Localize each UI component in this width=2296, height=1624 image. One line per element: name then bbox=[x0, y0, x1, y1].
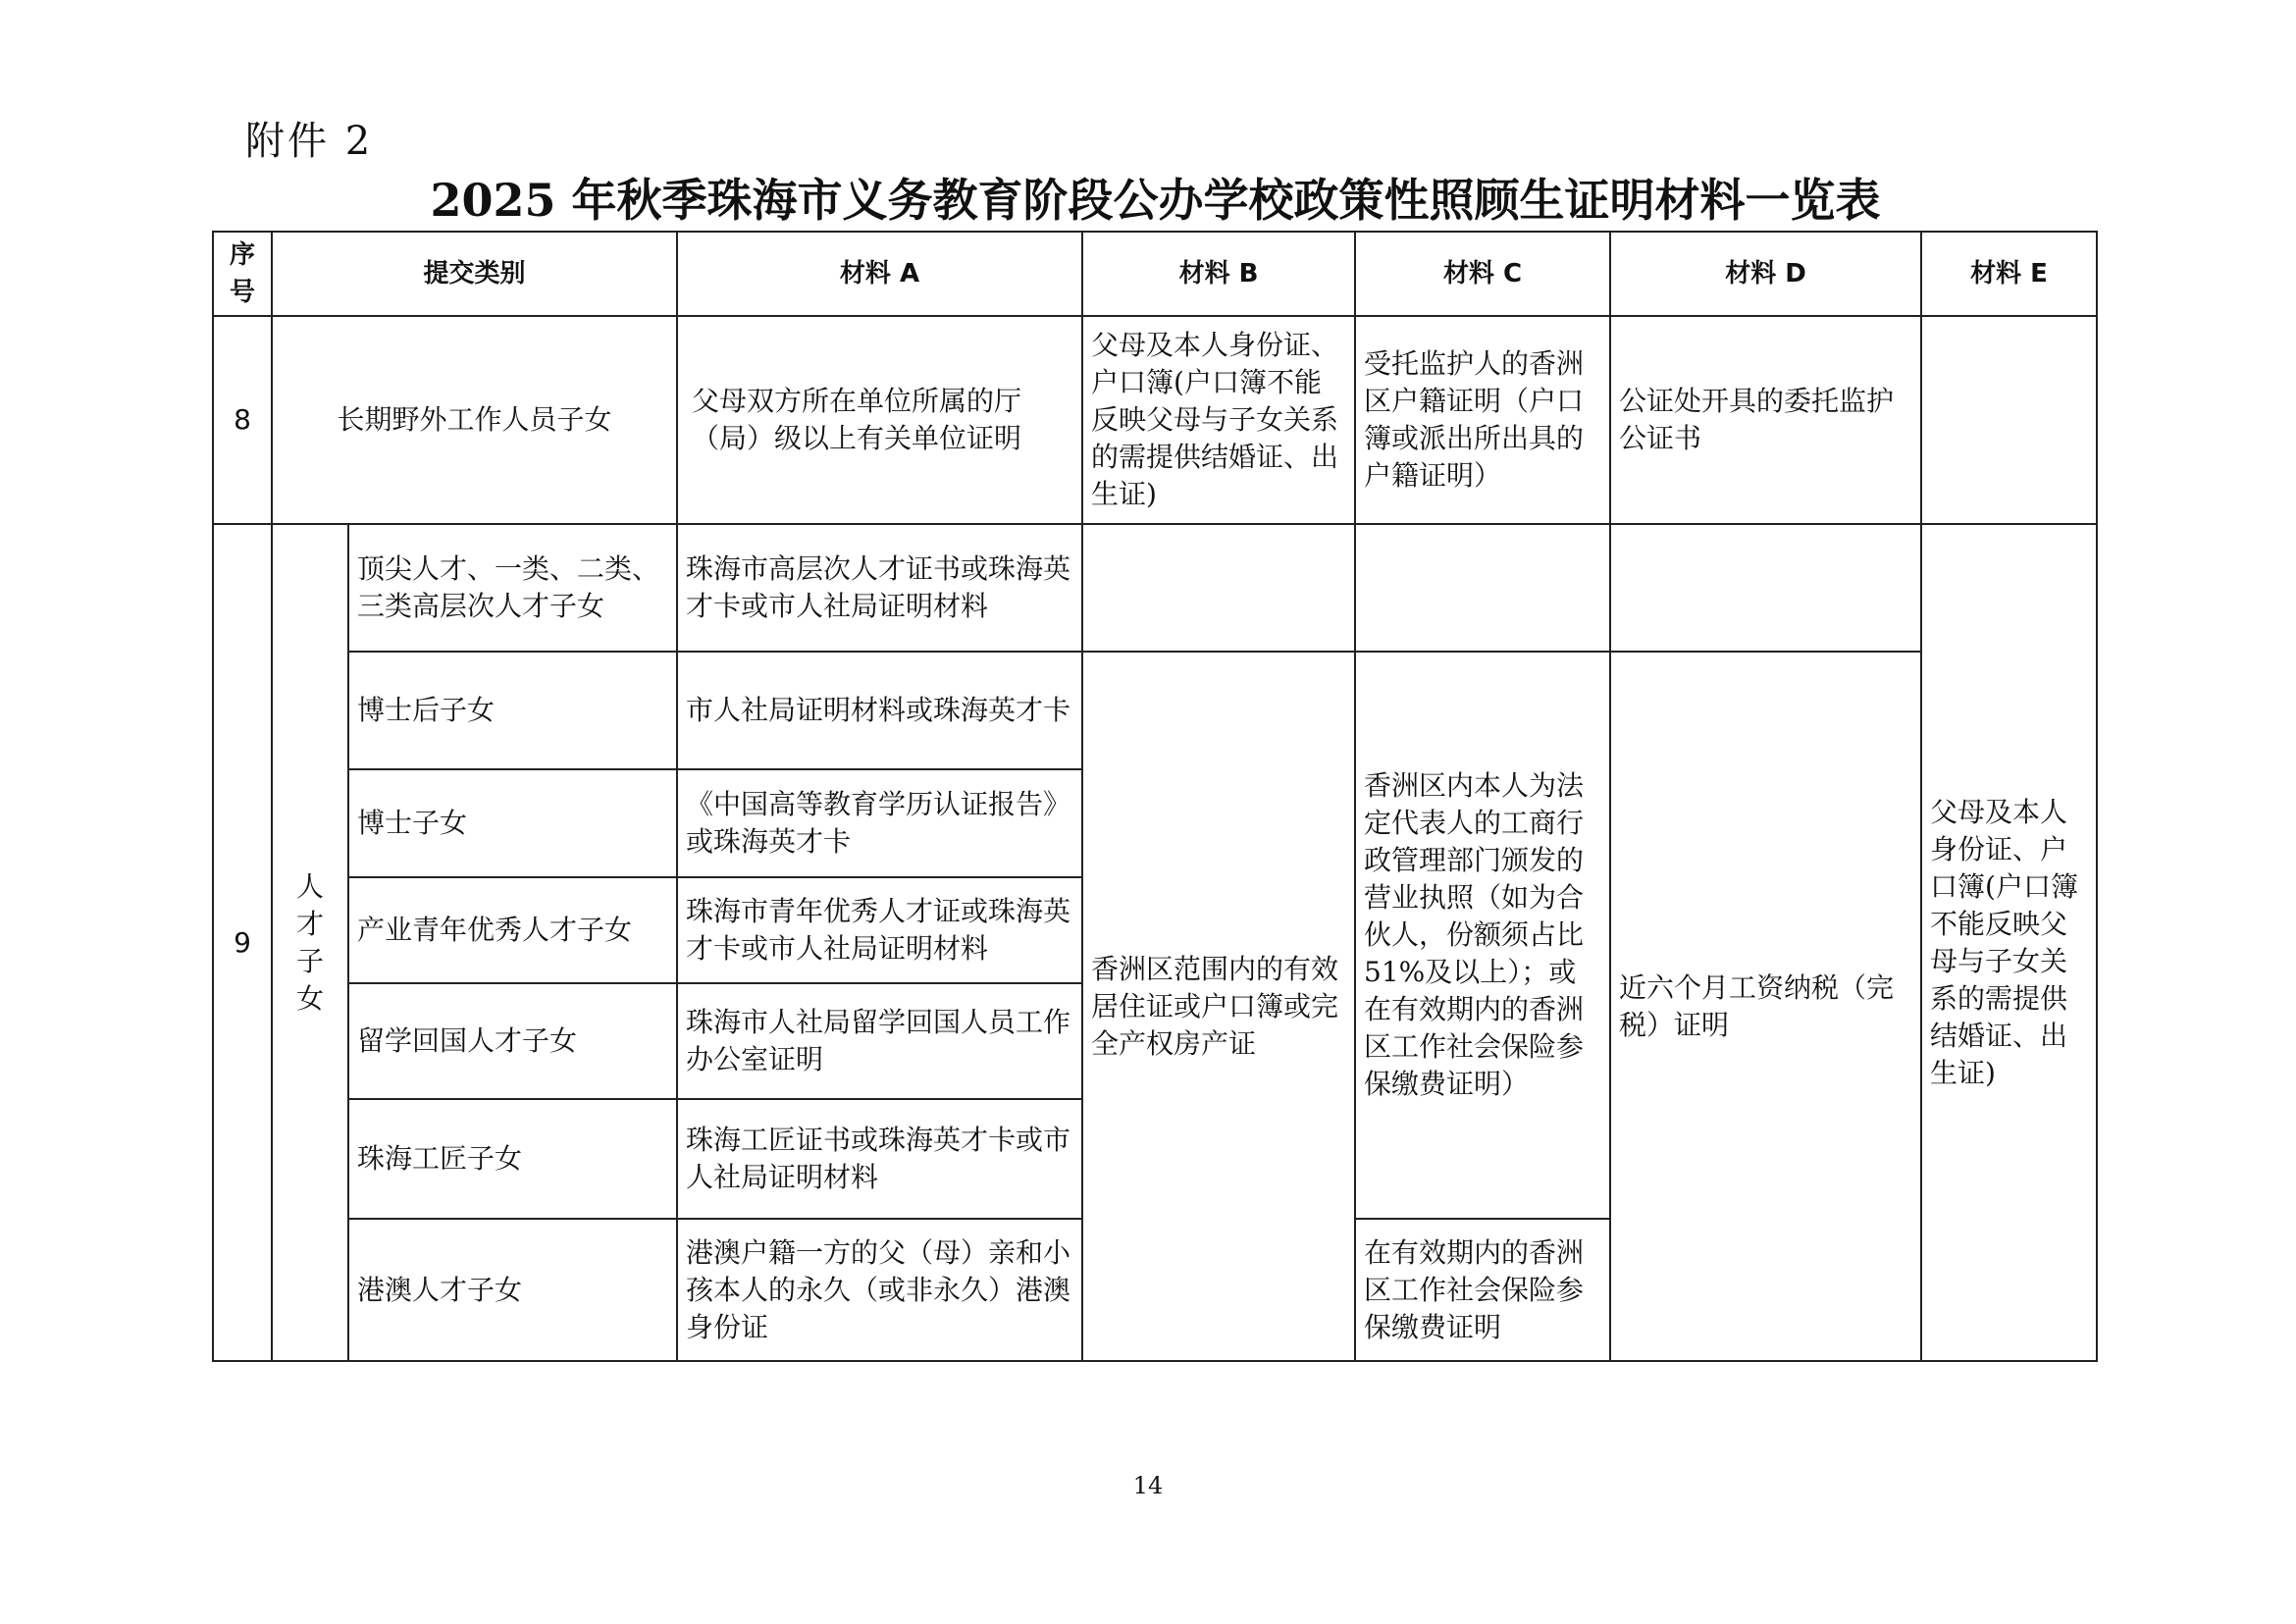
material-a-cell: 珠海工匠证书或珠海英才卡或市人社局证明材料 bbox=[677, 1099, 1082, 1219]
header-row bbox=[213, 232, 2097, 316]
sub-category: 留学回国人才子女 bbox=[348, 983, 677, 1099]
material-b-cell: 香洲区范围内的有效居住证或户口簿或完全产权房产证 bbox=[1082, 652, 1355, 1361]
header-material-d: 材料 D bbox=[1610, 232, 1921, 316]
material-c-cell: 在有效期内的香洲区工作社会保险参保缴费证明 bbox=[1355, 1219, 1610, 1361]
material-a-cell: 珠海市青年优秀人才证或珠海英才卡或市人社局证明材料 bbox=[677, 877, 1082, 983]
page-title: 2025 年秋季珠海市义务教育阶段公办学校政策性照顾生证明材料一览表 bbox=[430, 174, 1881, 227]
table-row bbox=[213, 652, 2097, 769]
header-category: 提交类别 bbox=[272, 232, 677, 316]
group-label bbox=[272, 524, 348, 1361]
material-e-cell: 父母及本人身份证、户口簿(户口簿不能反映父母与子女关系的需提供结婚证、出生证) bbox=[1921, 524, 2097, 1361]
material-e-cell bbox=[1921, 316, 2097, 524]
table-row bbox=[213, 316, 2097, 524]
material-a-cell: 父母双方所在单位所属的厅（局）级以上有关单位证明 bbox=[677, 316, 1082, 524]
sub-category: 博士子女 bbox=[348, 769, 677, 877]
sub-category: 产业青年优秀人才子女 bbox=[348, 877, 677, 983]
sub-category: 珠海工匠子女 bbox=[348, 1099, 677, 1219]
row-number: 9 bbox=[213, 524, 272, 1361]
material-b-empty bbox=[1082, 524, 1355, 652]
group-label-char: 子 bbox=[295, 944, 324, 977]
material-c-cell: 受托监护人的香洲区户籍证明（户口簿或派出所出具的户籍证明） bbox=[1355, 316, 1610, 524]
page-number: 14 bbox=[1132, 1472, 1164, 1499]
material-a-cell: 珠海市人社局留学回国人员工作办公室证明 bbox=[677, 983, 1082, 1099]
material-d-cell: 近六个月工资纳税（完税）证明 bbox=[1610, 652, 1921, 1361]
material-d-cell: 公证处开具的委托监护公证书 bbox=[1610, 316, 1921, 524]
row-number: 8 bbox=[213, 316, 272, 524]
material-b-cell: 父母及本人身份证、户口簿(户口簿不能反映父母与子女关系的需提供结婚证、出生证) bbox=[1082, 316, 1355, 524]
material-c-empty bbox=[1355, 524, 1610, 652]
materials-table bbox=[212, 231, 2098, 1362]
group-label-char: 才 bbox=[295, 907, 324, 940]
group-label-char: 人 bbox=[295, 869, 324, 903]
header-material-c: 材料 C bbox=[1355, 232, 1610, 316]
sub-category: 博士后子女 bbox=[348, 652, 677, 769]
header-num: 序号 bbox=[213, 232, 272, 316]
table-row bbox=[213, 524, 2097, 652]
group-label-char: 女 bbox=[295, 981, 324, 1015]
material-c-cell: 香洲区内本人为法定代表人的工商行政管理部门颁发的营业执照（如为合伙人，份额须占比 51%及以上）；或在有效期内的香洲区工作社会保险参保缴费证明） bbox=[1355, 652, 1610, 1219]
material-a-cell: 港澳户籍一方的父（母）亲和小孩本人的永久（或非永久）港澳身份证 bbox=[677, 1219, 1082, 1361]
material-a-cell: 《中国高等教育学历认证报告》或珠海英才卡 bbox=[677, 769, 1082, 877]
attachment-label: 附件 2 bbox=[245, 119, 374, 164]
header-material-a: 材料 A bbox=[677, 232, 1082, 316]
material-a-cell: 市人社局证明材料或珠海英才卡 bbox=[677, 652, 1082, 769]
material-a-cell: 珠海市高层次人才证书或珠海英才卡或市人社局证明材料 bbox=[677, 524, 1082, 652]
sub-category: 港澳人才子女 bbox=[348, 1219, 677, 1361]
header-material-e: 材料 E bbox=[1921, 232, 2097, 316]
material-d-empty bbox=[1610, 524, 1921, 652]
row-category: 长期野外工作人员子女 bbox=[272, 316, 677, 524]
header-material-b: 材料 B bbox=[1082, 232, 1355, 316]
sub-category: 顶尖人才、一类、二类、三类高层次人才子女 bbox=[348, 524, 677, 652]
